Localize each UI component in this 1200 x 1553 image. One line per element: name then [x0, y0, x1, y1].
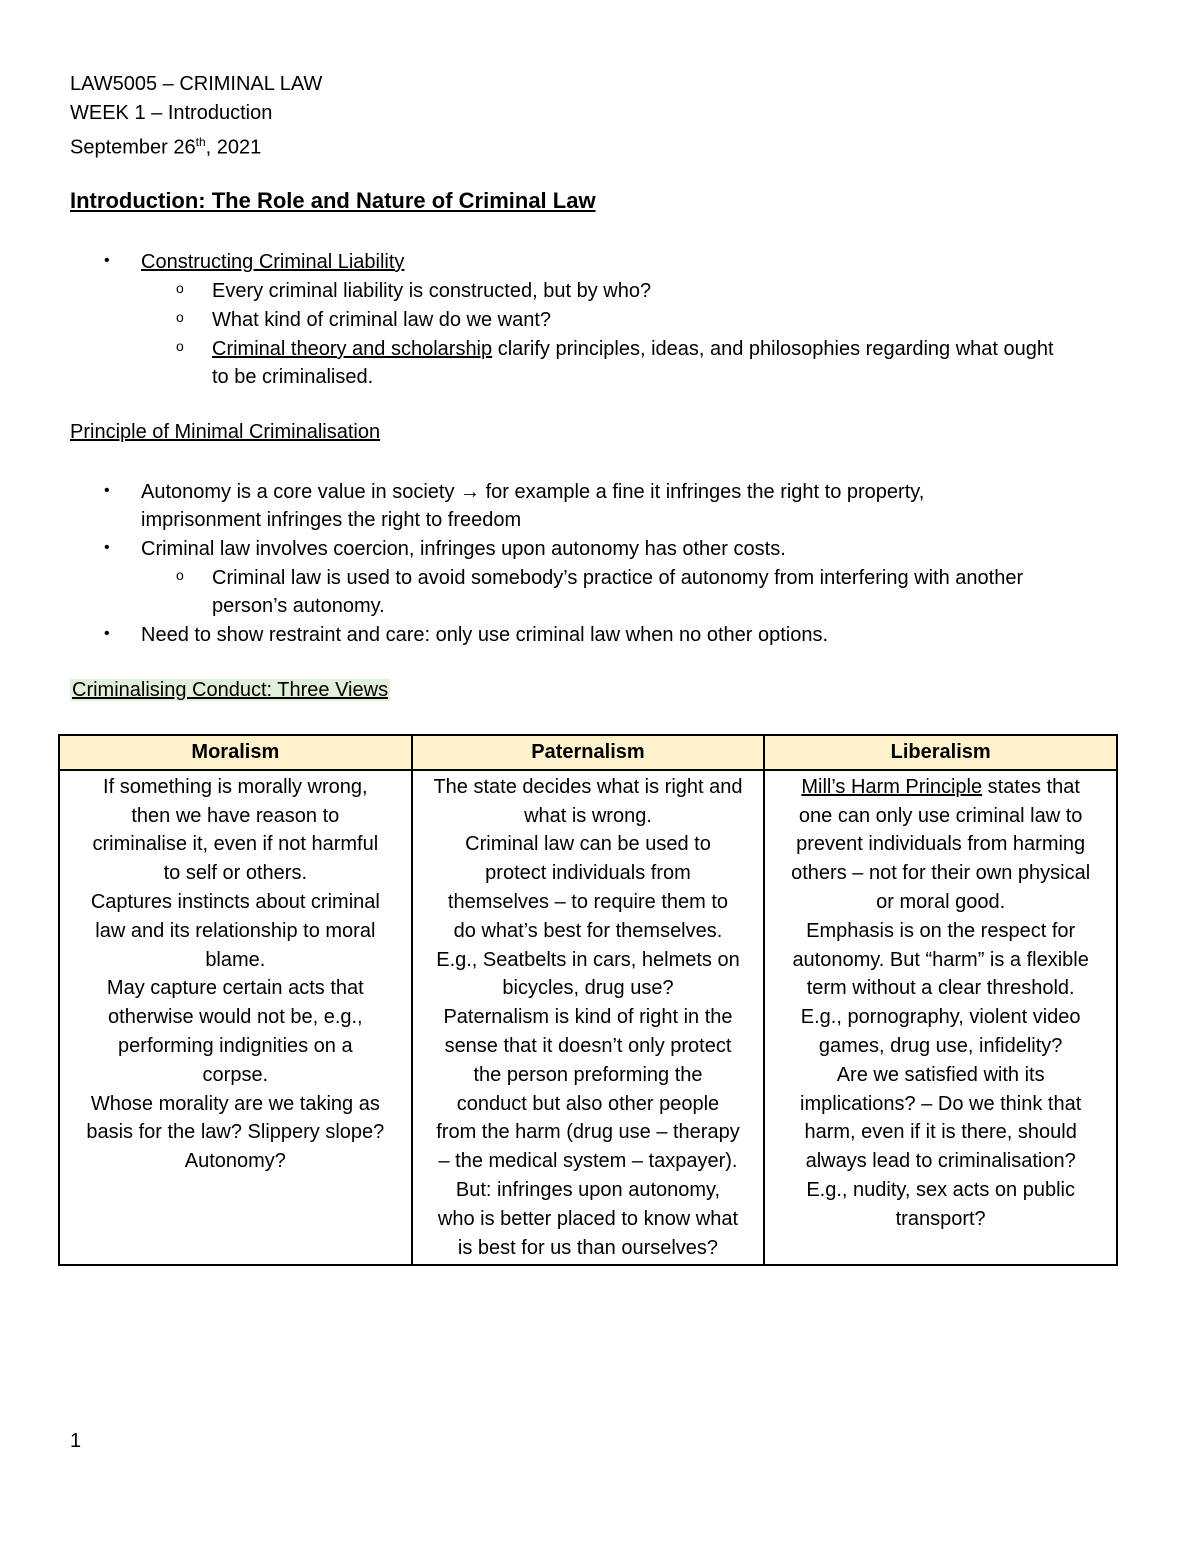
bullet-icon: • — [104, 539, 110, 556]
cell-line: implications? – Do we think that — [800, 1092, 1082, 1115]
bullet-icon: • — [104, 252, 110, 269]
list-item: Need to show restraint and care: only use criminal law when no other options. — [141, 624, 829, 646]
cell-line: Are we satisfied with its — [836, 1063, 1045, 1086]
cell-line: E.g., pornography, violent video — [800, 1006, 1081, 1029]
cell-line: then we have reason to — [131, 804, 340, 827]
cell-line: criminalise it, even if not harmful — [92, 833, 379, 856]
list-item: Every criminal liability is constructed, but by who? — [212, 280, 652, 302]
course-title: LAW5005 – CRIMINAL LAW — [70, 73, 323, 95]
page-number: 1 — [70, 1430, 82, 1452]
list-item: Criminal law involves coercion, infringes upon autonomy has other costs. — [141, 538, 786, 560]
table-header-liberalism: Liberalism — [764, 735, 1117, 770]
cell-line: – the medical system – taxpayer). — [438, 1150, 738, 1173]
section-heading-views: Criminalising Conduct: Three Views — [72, 679, 389, 701]
cell-line: E.g., Seatbelts in cars, helmets on — [436, 948, 740, 971]
cell-line: law and its relationship to moral — [95, 919, 376, 942]
circle-bullet-icon: o — [176, 280, 184, 296]
table-header-paternalism: Paternalism — [412, 735, 765, 770]
section-heading-liability: Constructing Criminal Liability — [141, 251, 405, 273]
cell-line: performing indignities on a — [118, 1034, 353, 1057]
cell-line: themselves – to require them to — [447, 890, 729, 913]
cell-line: The state decides what is right and — [433, 775, 743, 798]
list-item: What kind of criminal law do we want? — [212, 309, 552, 331]
cell-line: Mill’s Harm Principle states that — [801, 775, 1080, 798]
list-item: Criminal theory and scholarship clarify principles, ideas, and philosophies regarding what ought — [212, 338, 1054, 360]
cell-line: is best for us than ourselves? — [457, 1236, 719, 1259]
cell-line: what is wrong. — [524, 804, 652, 827]
cell-line: always lead to criminalisation? — [805, 1150, 1076, 1173]
list-item-continued: imprisonment infringes the right to freedom — [141, 509, 522, 531]
list-item: Criminal law is used to avoid somebody’s practice of autonomy from interfering with another — [212, 567, 1024, 589]
cell-line: E.g., nudity, sex acts on public — [806, 1178, 1075, 1201]
list-item-continued: person’s autonomy. — [212, 595, 385, 617]
circle-bullet-icon: o — [176, 309, 184, 325]
cell-line: one can only use criminal law to — [798, 804, 1083, 827]
cell-line: games, drug use, infidelity? — [818, 1034, 1063, 1057]
cell-line: basis for the law? Slippery slope? — [86, 1121, 385, 1144]
table-header-moralism: Moralism — [59, 735, 412, 770]
cell-line: Paternalism is kind of right in the — [443, 1006, 733, 1029]
cell-line: or moral good. — [876, 890, 1006, 913]
cell-line: others – not for their own physical — [791, 862, 1091, 885]
page-title: Introduction: The Role and Nature of Criminal Law — [70, 188, 596, 213]
circle-bullet-icon: o — [176, 338, 184, 354]
cell-line: blame. — [205, 948, 266, 971]
cell-line: Whose morality are we taking as — [90, 1092, 380, 1115]
cell-line: Emphasis is on the respect for — [806, 919, 1076, 942]
cell-line: Autonomy? — [184, 1150, 286, 1173]
list-item-continued: to be criminalised. — [212, 366, 374, 388]
cell-line: sense that it doesn’t only protect — [444, 1034, 732, 1057]
cell-line: May capture certain acts that — [106, 977, 364, 1000]
cell-line: do what’s best for themselves. — [453, 919, 723, 942]
cell-line: protect individuals from — [485, 862, 691, 885]
cell-line: conduct but also other people — [456, 1092, 720, 1115]
cell-line: prevent individuals from harming — [796, 833, 1086, 856]
cell-line: otherwise would not be, e.g., — [108, 1006, 363, 1029]
cell-line: autonomy. But “harm” is a flexible — [792, 948, 1089, 971]
bullet-icon: • — [104, 482, 110, 499]
cell-line: Criminal law can be used to — [465, 833, 711, 856]
cell-line: the person preforming the — [473, 1063, 703, 1086]
list-item: Autonomy is a core value in society → for example a fine it infringes the right to property, — [141, 481, 925, 503]
bullet-icon: • — [104, 625, 110, 642]
circle-bullet-icon: o — [176, 567, 184, 583]
week-title: WEEK 1 – Introduction — [70, 102, 273, 124]
cell-line: But: infringes upon autonomy, — [455, 1178, 721, 1201]
section-heading-minimal: Principle of Minimal Criminalisation — [70, 421, 381, 443]
cell-line: If something is morally wrong, — [103, 775, 368, 798]
cell-line: harm, even if it is there, should — [804, 1121, 1077, 1144]
cell-line: corpse. — [202, 1063, 269, 1086]
cell-line: transport? — [895, 1207, 986, 1230]
cell-line: from the harm (drug use – therapy — [436, 1121, 740, 1144]
views-table — [58, 734, 1118, 1266]
cell-line: who is better placed to know what — [437, 1207, 739, 1230]
cell-line: to self or others. — [163, 862, 308, 885]
cell-line: bicycles, drug use? — [502, 977, 674, 1000]
table-cell-paternalism — [412, 770, 765, 1266]
cell-line: Captures instincts about criminal — [90, 890, 380, 913]
table-cell-liberalism — [764, 770, 1117, 1266]
date-line: September 26th, 2021 — [70, 135, 262, 159]
table-cell-moralism — [59, 770, 412, 1266]
cell-line: term without a clear threshold. — [806, 977, 1075, 1000]
